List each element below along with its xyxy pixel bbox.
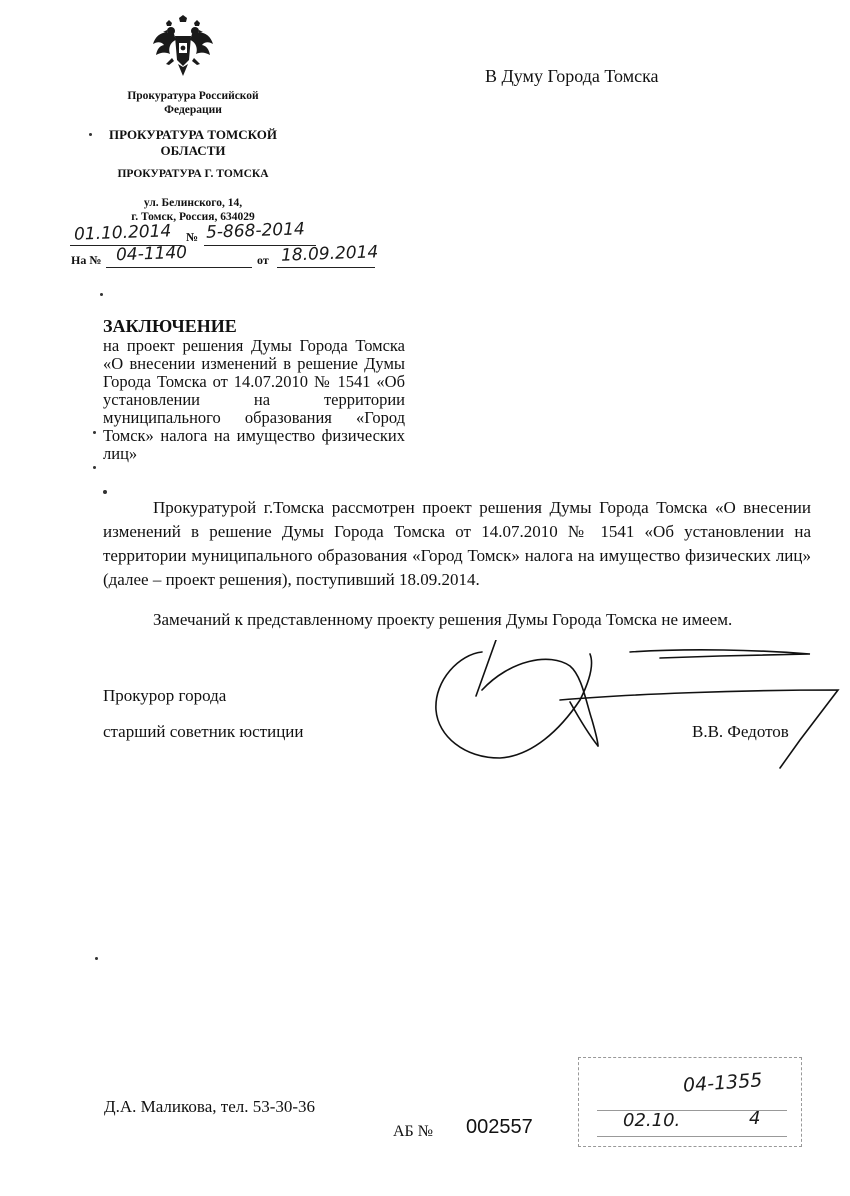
reply-number-label: На № — [71, 253, 102, 267]
reply-from-label: от — [257, 253, 269, 267]
addressee: В Думу Города Томска — [485, 66, 659, 86]
org-address-street: ул. Белинского, 14, — [143, 197, 243, 209]
body-paragraph-1: Прокуратурой г.Томска рассмотрен проект решения Думы Города Томска «О внесении изменений в решение Думы Города Томска от 14.07.2010 № 1541 «Об установлении на территории муниципального образования «Город Томск» налога на имущество физических лиц» (далее – проект решения), поступивший 18.09.2014. — [103, 498, 811, 589]
org-name-city: ПРОКУРАТУРА Г. ТОМСКА — [117, 168, 269, 180]
document-title: ЗАКЛЮЧЕНИЕ — [103, 316, 237, 336]
signer-position: Прокурор города — [103, 686, 227, 705]
reg-date: 01.10.2014 — [73, 221, 172, 245]
handwritten-signature — [420, 640, 840, 770]
org-name-region: ПРОКУРАТУРА ТОМСКОЙ ОБЛАСТИ — [108, 127, 278, 158]
org-address-city: г. Томск, Россия, 634029 — [131, 211, 255, 223]
incoming-number: 04-1355 — [682, 1069, 764, 1097]
incoming-date: 02.10. — [623, 1110, 681, 1131]
incoming-year: 4 — [749, 1108, 761, 1129]
executor-contact: Д.А. Маликова, тел. 53-30-36 — [104, 1097, 316, 1116]
form-series-label: АБ № — [393, 1123, 434, 1140]
incoming-stamp — [578, 1057, 802, 1147]
reply-date: 18.09.2014 — [280, 242, 379, 266]
org-name-federal: Прокуратура Российской Федерации — [127, 90, 259, 116]
org-address — [100, 196, 286, 224]
document-subject: на проект решения Думы Города Томска «О внесении изменений в решение Думы Города Томска от 14.07.2010 № 1541 «Об установлении на территории муниципального образования «Город Томск» налога на имущество физических лиц» — [103, 336, 405, 463]
form-number: 002557 — [466, 1116, 533, 1138]
double-headed-eagle-icon — [150, 14, 216, 80]
signer-name: В.В. Федотов — [692, 722, 789, 741]
reg-number-label: № — [186, 230, 199, 244]
reg-number: 5-868-2014 — [205, 219, 306, 243]
reply-number: 04-1140 — [115, 242, 188, 266]
body-paragraph-2: Замечаний к представленному проекту решения Думы Города Томска не имеем. — [153, 610, 733, 629]
signer-rank: старший советник юстиции — [103, 722, 304, 741]
